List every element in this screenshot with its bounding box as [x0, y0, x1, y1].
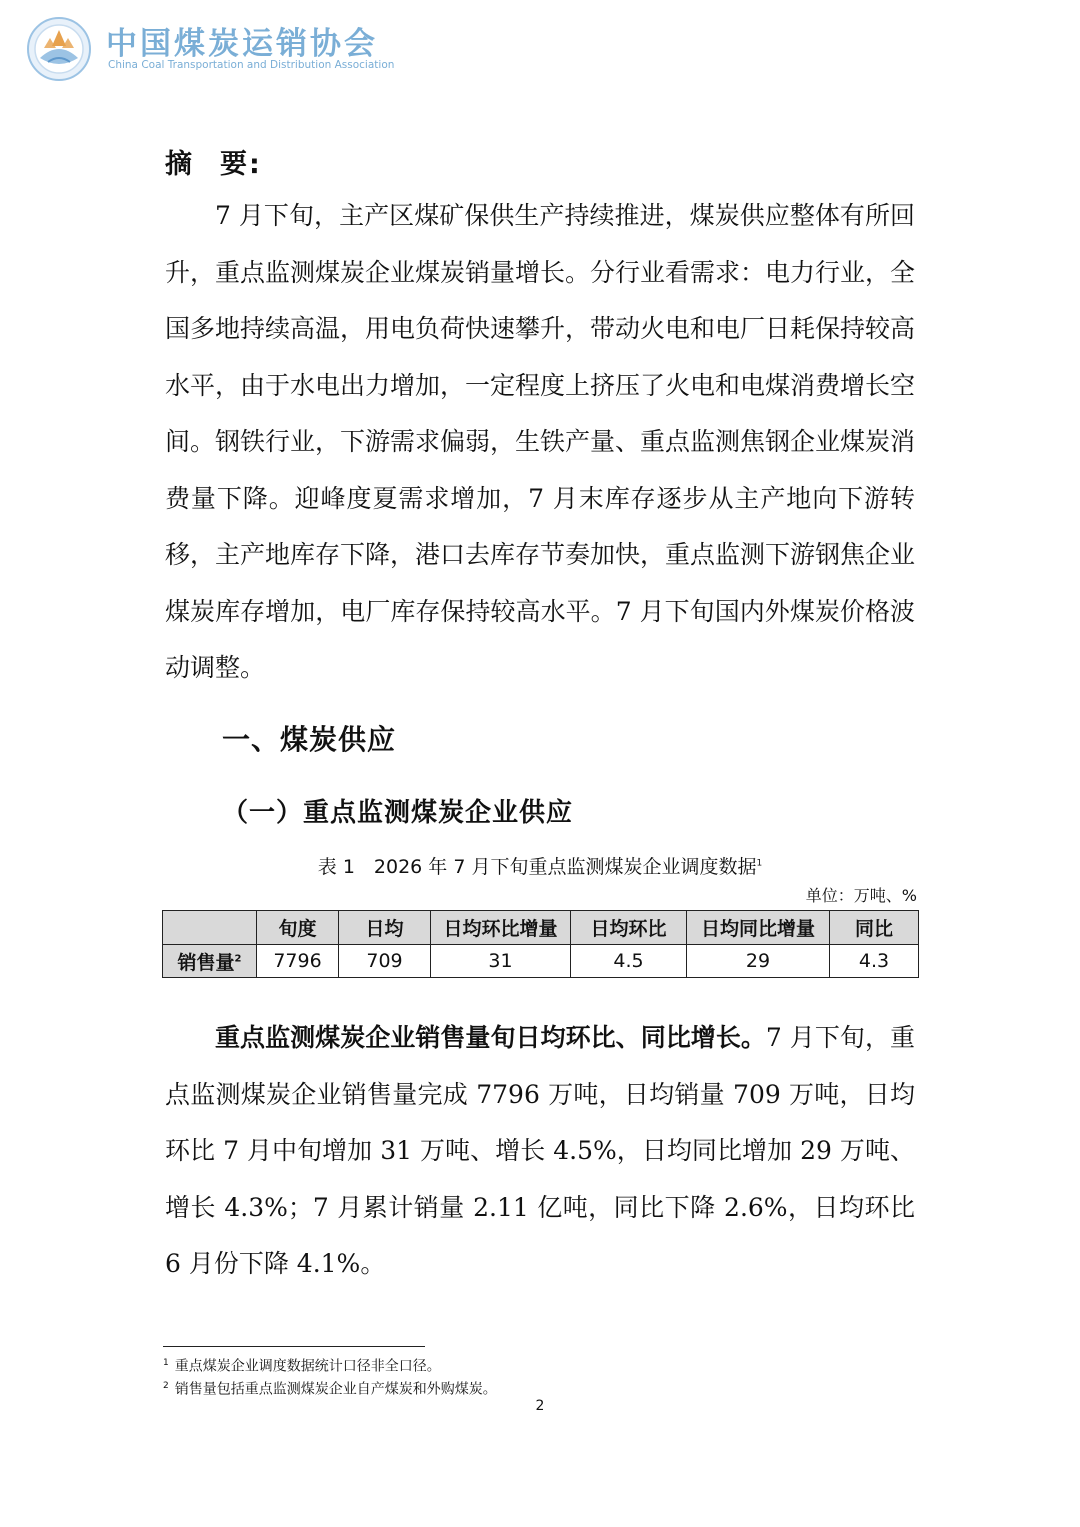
- table-row: [163, 945, 919, 978]
- footnote-text: 重点煤炭企业调度数据统计口径非全口径。: [174, 1358, 441, 1375]
- table-header-cell: 日均: [339, 911, 431, 945]
- table-cell: 4.3: [830, 945, 919, 978]
- org-name-en: China Coal Transportation and Distribution Association: [108, 59, 395, 71]
- table-header-cell: 日均环比: [571, 911, 687, 945]
- association-logo: [26, 16, 395, 82]
- table-row-label: [163, 945, 257, 978]
- row-label-text: 销售量: [177, 951, 235, 974]
- sales-paragraph: [165, 1010, 915, 1293]
- sales-paragraph-text: 7 月下旬，重点监测煤炭企业销售量完成 7796 万吨，日均销量 709 万吨，日均环比 7 月中旬增加 31 万吨、增长 4.5%，日均同比增加 29 万吨、增长 4.3%；7 月累计销量 2.11 亿吨，同比下降 2.6%，日均环比 6 月份下降 4.1%。: [165, 1023, 915, 1278]
- table-cell: 4.5: [571, 945, 687, 978]
- table-header-cell: 日均环比增量: [431, 911, 571, 945]
- footnote-divider: [163, 1346, 425, 1347]
- abstract-paragraph: 7 月下旬，主产区煤矿保供生产持续推进，煤炭供应整体有所回升，重点监测煤炭企业煤炭销量增长。分行业看需求：电力行业，全国多地持续高温，用电负荷快速攀升，带动火电和电厂日耗保持较高水平，由于水电出力增加，一定程度上挤压了火电和电煤消费增长空间。钢铁行业，下游需求偏弱，生铁产量、重点监测焦钢企业煤炭消费量下降。迎峰度夏需求增加，7 月末库存逐步从主产地向下游转移，主产地库存下降，港口去库存节奏加快，重点监测下游钢焦企业煤炭库存增加，电厂库存保持较高水平。7 月下旬国内外煤炭价格波动调整。: [165, 201, 916, 682]
- footnote-text: 销售量包括重点监测煤炭企业自产煤炭和外购煤炭。: [174, 1381, 497, 1398]
- table-cell: 7796: [257, 945, 339, 978]
- abstract-title: [165, 142, 262, 181]
- table-header-cell: 同比: [830, 911, 919, 945]
- table-caption-text: 表 1 2026 年 7 月下旬重点监测煤炭企业调度数据: [317, 856, 757, 878]
- sales-paragraph-lead: 重点监测煤炭企业销售量旬日均环比、同比增长。: [215, 1023, 766, 1052]
- abstract-title-a: 摘: [165, 149, 194, 180]
- page-number: 2: [535, 1398, 545, 1414]
- table-unit: 单位：万吨、%: [805, 886, 917, 905]
- subsection-heading-key-enterprises: （一）重点监测煤炭企业供应: [222, 798, 574, 828]
- abstract-title-b: 要:: [220, 149, 262, 180]
- table-cell: 31: [431, 945, 571, 978]
- org-name-cn: 中国煤炭运销协会: [106, 26, 378, 62]
- table-header-cell: [163, 911, 257, 945]
- row-label-note: 2: [234, 953, 242, 965]
- table-cell: 709: [339, 945, 431, 978]
- table-header-row: [163, 911, 919, 945]
- footnote-1: [163, 1353, 441, 1377]
- table-cell: 29: [687, 945, 830, 978]
- dispatch-data-table: [162, 910, 919, 978]
- footnote-2: [163, 1376, 497, 1400]
- table-caption: [160, 852, 920, 879]
- table-header-cell: 日均同比增量: [687, 911, 830, 945]
- table-caption-note: 1: [756, 858, 763, 869]
- footnote-mark: 1: [163, 1358, 169, 1368]
- section-heading-coal-supply: 一、煤炭供应: [222, 723, 397, 756]
- table-header-cell: 旬度: [257, 911, 339, 945]
- footnote-mark: 2: [163, 1381, 169, 1391]
- association-emblem-icon: [26, 16, 92, 82]
